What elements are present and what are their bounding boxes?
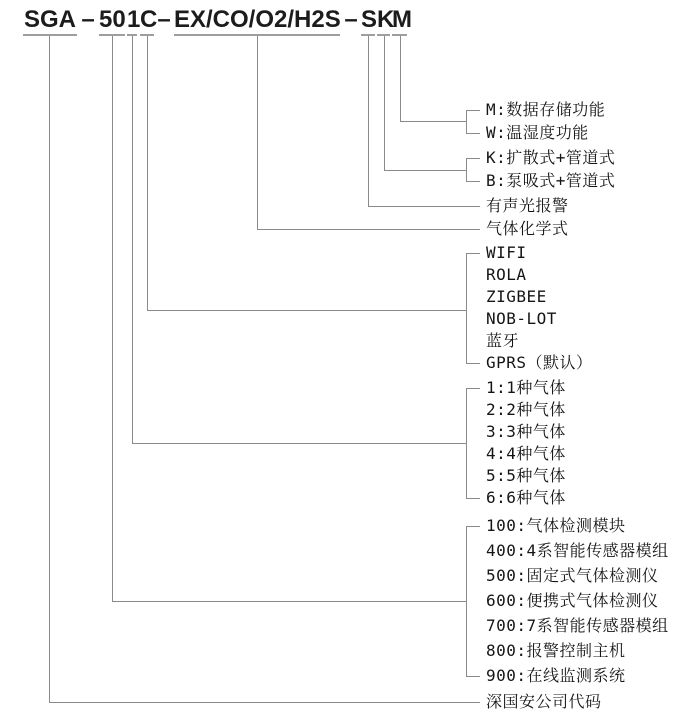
bracket-tick bbox=[466, 110, 480, 111]
bracket-tick bbox=[466, 181, 480, 182]
segment-gas-formula: EX/CO/O2/H2S bbox=[174, 5, 340, 36]
label-storage-m: M:数据存储功能 bbox=[486, 100, 606, 119]
connector-sampling-horizontal bbox=[384, 170, 466, 171]
label-series-option: 100:气体检测模块 bbox=[486, 516, 626, 535]
connector-formula-horizontal bbox=[257, 229, 480, 230]
bracket-tick bbox=[466, 253, 480, 254]
label-company-code: 深国安公司代码 bbox=[486, 692, 602, 711]
bracket-tick bbox=[466, 676, 480, 677]
segment-alarm-s: S bbox=[361, 5, 375, 36]
separator-dash: – bbox=[157, 6, 171, 33]
connector-sampling-vertical bbox=[384, 36, 385, 171]
separator-dash: – bbox=[344, 6, 358, 33]
label-gas-count: 1:1种气体 bbox=[486, 378, 566, 397]
label-gas-formula: 气体化学式 bbox=[486, 219, 569, 238]
bracket-storage-group bbox=[466, 110, 467, 134]
label-gas-count: 2:2种气体 bbox=[486, 400, 566, 419]
segment-sampling-k: K bbox=[377, 5, 390, 36]
label-comm-option: 蓝牙 bbox=[486, 331, 520, 350]
connector-storage-horizontal bbox=[400, 121, 466, 122]
connector-gas-count-horizontal bbox=[132, 443, 466, 444]
label-pump-b: B:泵吸式+管道式 bbox=[486, 171, 616, 190]
connector-company-horizontal bbox=[49, 702, 480, 703]
label-series-option: 900:在线监测系统 bbox=[486, 666, 626, 685]
bracket-tick bbox=[466, 363, 480, 364]
segment-comm-type: C bbox=[140, 5, 154, 36]
label-series-option: 700:7系智能传感器模组 bbox=[486, 616, 669, 635]
label-comm-option: ROLA bbox=[486, 265, 527, 284]
label-alarm: 有声光报警 bbox=[486, 196, 569, 215]
label-comm-option: NOB-LOT bbox=[486, 309, 557, 328]
connector-series-vertical bbox=[112, 36, 113, 602]
connector-comm-vertical bbox=[147, 36, 148, 311]
connector-formula-vertical bbox=[257, 36, 258, 230]
bracket-series-group bbox=[466, 526, 467, 677]
bracket-sampling-group bbox=[466, 158, 467, 182]
connector-series-horizontal bbox=[112, 601, 466, 602]
label-series-option: 600:便携式气体检测仪 bbox=[486, 591, 659, 610]
separator-dash: – bbox=[81, 6, 95, 33]
bracket-tick bbox=[466, 526, 480, 527]
label-humidity-w: W:温湿度功能 bbox=[486, 123, 589, 142]
label-gas-count: 4:4种气体 bbox=[486, 444, 566, 463]
label-diffusion-k: K:扩散式+管道式 bbox=[486, 148, 616, 167]
connector-alarm-vertical bbox=[368, 36, 369, 207]
connector-company-vertical bbox=[49, 36, 50, 703]
bracket-tick bbox=[466, 133, 480, 134]
label-comm-option: WIFI bbox=[486, 243, 527, 262]
label-gas-count: 5:5种气体 bbox=[486, 466, 566, 485]
segment-gas-count: 1 bbox=[127, 5, 137, 36]
bracket-gas-count-group bbox=[466, 388, 467, 499]
label-comm-option: GPRS（默认） bbox=[486, 353, 593, 372]
label-series-option: 800:报警控制主机 bbox=[486, 641, 626, 660]
label-series-option: 500:固定式气体检测仪 bbox=[486, 566, 659, 585]
segment-storage-m: M bbox=[392, 5, 407, 36]
bracket-tick bbox=[466, 388, 480, 389]
connector-gas-count-vertical bbox=[132, 36, 133, 444]
label-series-option: 400:4系智能传感器模组 bbox=[486, 541, 669, 560]
segment-company-code: SGA bbox=[23, 5, 77, 36]
connector-comm-horizontal bbox=[147, 310, 466, 311]
connector-alarm-horizontal bbox=[368, 206, 480, 207]
label-gas-count: 3:3种气体 bbox=[486, 422, 566, 441]
connector-storage-vertical bbox=[400, 36, 401, 122]
bracket-tick bbox=[466, 498, 480, 499]
bracket-tick bbox=[466, 158, 480, 159]
label-comm-option: ZIGBEE bbox=[486, 287, 547, 306]
bracket-comm-group bbox=[466, 253, 467, 364]
label-gas-count: 6:6种气体 bbox=[486, 488, 566, 507]
segment-series: 50 bbox=[99, 5, 125, 36]
